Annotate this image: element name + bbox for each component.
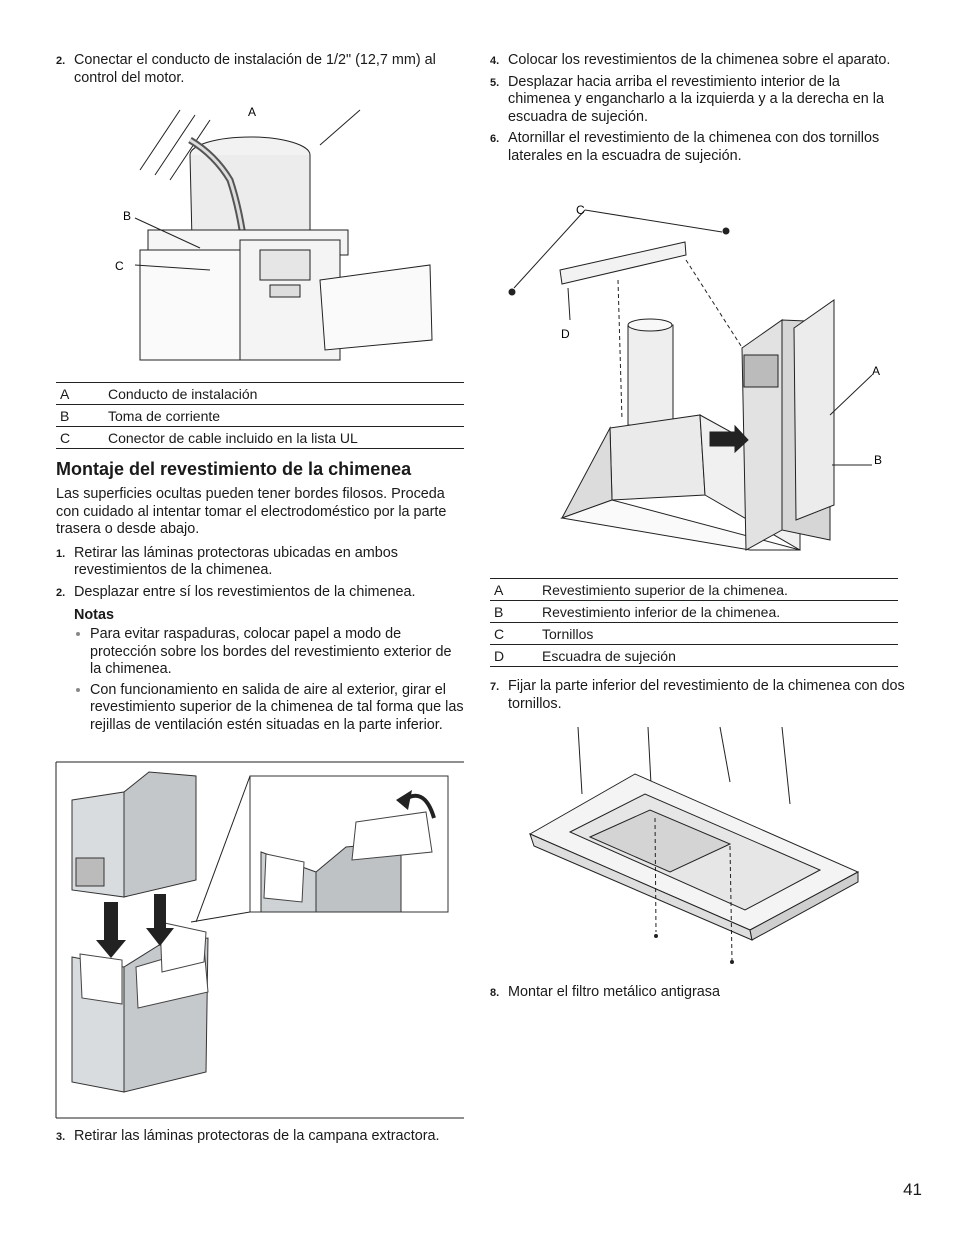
section-chimney [56, 458, 464, 737]
right-column [490, 52, 900, 169]
table-row: A Revestimiento superior de la chimenea. [490, 579, 898, 601]
notes-title: Notas [74, 607, 114, 623]
step-text: Conectar el conducto de instalación de 1/2" (12,7 mm) al control del motor. [74, 52, 436, 86]
label-c: C [115, 259, 124, 273]
label-a: A [872, 364, 881, 378]
label-a: A [248, 105, 257, 119]
table-row: A Conducto de instalación [56, 383, 464, 405]
hood-underside-illustration [520, 722, 865, 972]
screw-icon [654, 934, 658, 938]
step-7-fix-bottom: 7. Fijar la parte inferior del revestimiento de la chimenea con dos tornillos. [490, 678, 905, 712]
step-6-screw: 6. Atornillar el revestimiento de la chimenea con dos tornillos laterales en la escuadra de sujeción. [490, 130, 880, 164]
table-row: C Conector de cable incluido en la lista UL [56, 427, 464, 449]
step-5-slide-up: 5. Desplazar hacia arriba el revestimiento interior de la chimenea y engancharlo a la izquierda y a la derecha en la escuadra de sujeción. [490, 73, 884, 125]
label-b: B [874, 453, 883, 467]
label-b: B [123, 209, 132, 223]
step-8-install-filter: 8. Montar el filtro metálico antigrasa [490, 984, 720, 1000]
conduit-motor-illustration [115, 100, 450, 360]
step-1-remove-films: 1. Retirar las láminas protectoras ubicadas en ambos revestimientos de la chimenea. [56, 544, 398, 578]
step-3-remove-hood-films: 3. Retirar las láminas protectoras de la campana extractora. [56, 1128, 440, 1144]
step-number: 2. [56, 55, 66, 67]
step-4-place-covers: 4. Colocar los revestimientos de la chimenea sobre el aparato. [490, 52, 891, 68]
bullet-icon [76, 632, 80, 636]
section-heading: Montaje del revestimiento de la chimenea [56, 459, 412, 479]
step-2-slide: 2. Desplazar entre sí los revestimientos de la chimenea. [56, 583, 416, 600]
legend-table-2 [490, 578, 898, 667]
label-d: D [561, 327, 570, 341]
list-item: Con funcionamiento en salida de aire al exterior, girar el revestimiento superior de la chimenea de tal forma que las rejillas de ventilación estén situadas en la parte inferior. [56, 682, 464, 735]
table-row: B Revestimiento inferior de la chimenea. [490, 601, 898, 623]
bullet-icon [76, 688, 80, 692]
screw-icon [730, 960, 734, 964]
chimney-covers-illustration [56, 762, 464, 1120]
table-row: C Tornillos [490, 623, 898, 645]
step-2-connect [56, 52, 464, 87]
warning-paragraph: Las superficies ocultas pueden tener bordes filosos. Proceda con cuidado al intentar tomar el electrodoméstico por la parte trasera o desde abajo. [56, 486, 447, 537]
legend-table-1-wrap [56, 382, 464, 449]
list-item: Para evitar raspaduras, colocar papel a modo de protección sobre los bordes del revestimiento exterior de la chimenea. [56, 626, 464, 679]
table-row: D Escuadra de sujeción [490, 645, 898, 667]
table-row: B Toma de corriente [56, 405, 464, 427]
hood-bracket-illustration [500, 200, 900, 570]
page-number: 41 [903, 1180, 922, 1199]
legend-table-1 [56, 382, 464, 449]
left-column [56, 52, 464, 91]
legend-table-2-wrap [490, 578, 898, 667]
label-c: C [576, 203, 585, 217]
